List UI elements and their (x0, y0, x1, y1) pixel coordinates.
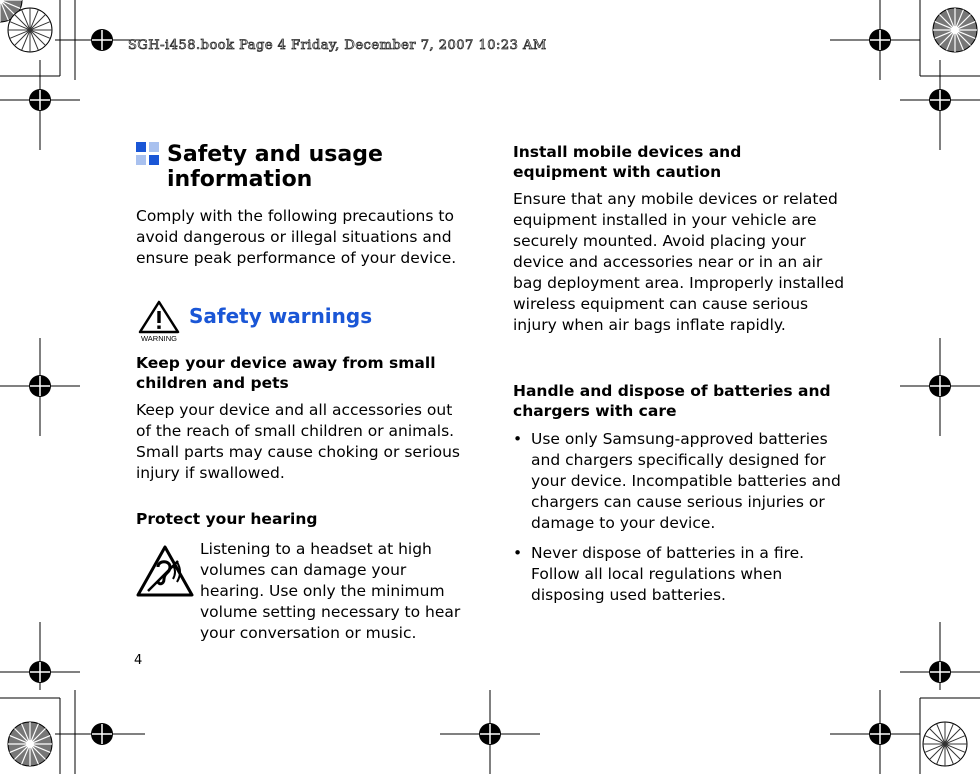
warning-icon (136, 300, 182, 342)
bullet-text: Use only Samsung-approved batteries and chargers specifically designed for your device. Incompatible batteries and chargers can cause serious injuries or damage to your device. (531, 430, 841, 532)
bullet-list (513, 429, 848, 615)
hearing-warning-icon (136, 545, 194, 597)
bullet-icon: • (513, 544, 523, 562)
bullet-icon: • (513, 430, 523, 448)
item-heading: Protect your hearing (136, 510, 318, 528)
bullet-text: Never dispose of batteries in a fire. Follow all local regulations when disposing used batteries. (531, 544, 805, 604)
section-subtitle: Safety warnings (189, 304, 373, 328)
print-header: SGH-i458.book Page 4 Friday, December 7, 2007 10:23 AM (128, 38, 547, 53)
intro-text: Comply with the following precautions to avoid dangerous or illegal situations and ensure peak performance of your device. (136, 207, 457, 267)
item-text: Listening to a headset at high volumes can damage your hearing. Use only the minimum volume setting necessary to hear your conversation or music. (200, 540, 461, 642)
item-text: Keep your device and all accessories out of the reach of small children or animals. Small parts may cause choking or serious injury if swallowed. (136, 401, 461, 482)
item-text: Ensure that any mobile devices or related equipment installed in your vehicle are securely mounted. Avoid placing your device and accessories near or in an air bag deployment area. Improperly installed wireless equipment can cause serious injury when air bags inflate rapidly. (513, 190, 845, 334)
page-title: Safety and usage information (167, 142, 383, 192)
section-squares-icon (136, 142, 160, 166)
list-item (513, 543, 848, 606)
item-heading: Keep your device away from small children and pets (136, 354, 436, 392)
warning-icon-caption: WARNING (141, 334, 177, 342)
list-item (513, 429, 848, 534)
item-heading: Handle and dispose of batteries and chargers with care (513, 382, 831, 420)
page-number: 4 (134, 653, 143, 668)
item-heading: Install mobile devices and equipment with caution (513, 143, 742, 181)
